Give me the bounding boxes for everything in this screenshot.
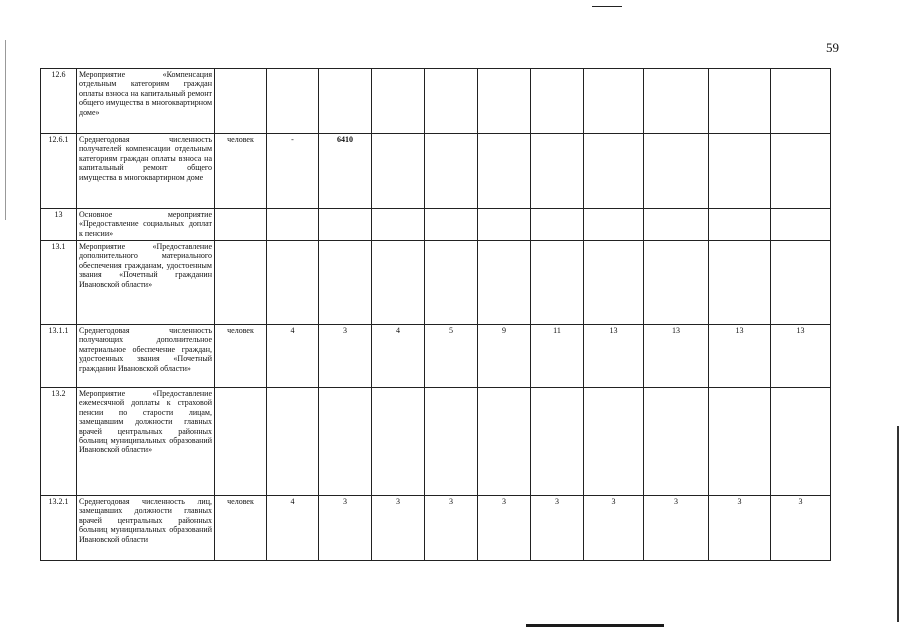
value-cell: 3 — [644, 496, 709, 561]
value-cell: 3 — [319, 496, 372, 561]
value-cell — [709, 69, 771, 134]
value-cell — [644, 241, 709, 325]
row-unit-cell — [215, 209, 267, 241]
value-cell — [267, 209, 319, 241]
row-unit-cell — [215, 241, 267, 325]
row-unit-cell: человек — [215, 325, 267, 388]
value-cell — [531, 241, 584, 325]
value-cell: 3 — [709, 496, 771, 561]
value-cell: 3 — [771, 496, 831, 561]
value-cell — [584, 134, 644, 209]
value-cell — [319, 69, 372, 134]
value-cell — [709, 134, 771, 209]
value-cell — [372, 69, 425, 134]
value-cell — [478, 134, 531, 209]
value-cell: 4 — [372, 325, 425, 388]
value-cell — [531, 388, 584, 496]
value-cell — [644, 69, 709, 134]
value-cell: 9 — [478, 325, 531, 388]
scan-artifact-left — [5, 40, 6, 220]
value-cell — [709, 209, 771, 241]
value-cell — [267, 388, 319, 496]
value-cell — [584, 69, 644, 134]
row-unit-cell — [215, 388, 267, 496]
value-cell — [425, 69, 478, 134]
value-cell: 13 — [771, 325, 831, 388]
value-cell — [372, 388, 425, 496]
row-description-cell: Среднегодовая численность получателей компенсации отдельным категориям граждан оплаты взноса на капитальный ремонт общего имущества в многоквартирном доме — [77, 134, 215, 209]
value-cell: 13 — [584, 325, 644, 388]
scan-artifact-right — [897, 426, 899, 622]
table-row — [41, 496, 831, 561]
table-row — [41, 388, 831, 496]
row-number-cell: 13.2.1 — [41, 496, 77, 561]
value-cell — [425, 241, 478, 325]
value-cell — [584, 388, 644, 496]
row-description-cell: Мероприятие «Предоставление ежемесячной доплаты к страховой пенсии по старости лицам, замещавшим должности главных врачей центральных районных больниц муниципальных образований Ивановской области» — [77, 388, 215, 496]
indicators-table — [40, 68, 831, 561]
value-cell — [584, 209, 644, 241]
value-cell: 4 — [267, 496, 319, 561]
row-number-cell: 13.1.1 — [41, 325, 77, 388]
value-cell: - — [267, 134, 319, 209]
value-cell: 3 — [319, 325, 372, 388]
value-cell — [644, 134, 709, 209]
value-cell — [478, 241, 531, 325]
value-cell — [425, 388, 478, 496]
row-description-cell: Среднегодовая численность лиц, замещавших должности главных врачей центральных районных больниц муниципальных образований Ивановской области — [77, 496, 215, 561]
value-cell — [372, 209, 425, 241]
value-cell — [372, 134, 425, 209]
table-row — [41, 134, 831, 209]
value-cell — [478, 209, 531, 241]
value-cell — [319, 241, 372, 325]
value-cell — [771, 388, 831, 496]
row-number-cell: 13.1 — [41, 241, 77, 325]
value-cell: 13 — [709, 325, 771, 388]
value-cell — [771, 241, 831, 325]
value-cell — [425, 209, 478, 241]
value-cell: 4 — [267, 325, 319, 388]
row-number-cell: 12.6 — [41, 69, 77, 134]
value-cell — [644, 388, 709, 496]
value-cell: 3 — [478, 496, 531, 561]
value-cell: 3 — [584, 496, 644, 561]
value-cell — [372, 241, 425, 325]
row-number-cell: 13.2 — [41, 388, 77, 496]
value-cell — [267, 69, 319, 134]
row-description-cell: Мероприятие «Компенсация отдельным категориям граждан оплаты взноса на капитальный ремонт общего имущества в многоквартирном доме» — [77, 69, 215, 134]
value-cell — [478, 388, 531, 496]
table-row — [41, 209, 831, 241]
row-number-cell: 13 — [41, 209, 77, 241]
value-cell — [478, 69, 531, 134]
scan-artifact-top — [592, 6, 622, 7]
row-description-cell: Среднегодовая численность получающих дополнительное материальное обеспечение граждан, удостоенных звания «Почетный гражданин Ивановской области» — [77, 325, 215, 388]
value-cell: 13 — [644, 325, 709, 388]
value-cell — [531, 69, 584, 134]
value-cell — [771, 69, 831, 134]
table-row — [41, 325, 831, 388]
value-cell — [267, 241, 319, 325]
row-unit-cell: человек — [215, 496, 267, 561]
value-cell — [319, 388, 372, 496]
value-cell — [709, 241, 771, 325]
value-cell: 3 — [425, 496, 478, 561]
page-number: 59 — [826, 40, 839, 55]
value-cell — [771, 134, 831, 209]
value-cell — [425, 134, 478, 209]
value-cell — [531, 134, 584, 209]
value-cell: 11 — [531, 325, 584, 388]
value-cell — [319, 209, 372, 241]
table-row — [41, 69, 831, 134]
row-description-cell: Мероприятие «Предоставление дополнительного материального обеспечения гражданам, удостоенным звания «Почетный гражданин Ивановской области» — [77, 241, 215, 325]
scan-artifact-bottom — [526, 624, 664, 627]
row-unit-cell — [215, 69, 267, 134]
value-cell — [584, 241, 644, 325]
row-unit-cell: человек — [215, 134, 267, 209]
table-row — [41, 241, 831, 325]
value-cell: 6410 — [319, 134, 372, 209]
value-cell: 5 — [425, 325, 478, 388]
value-cell — [531, 209, 584, 241]
row-description-cell: Основное мероприятие «Предоставление социальных доплат к пенсии» — [77, 209, 215, 241]
value-cell — [771, 209, 831, 241]
value-cell — [644, 209, 709, 241]
value-cell: 3 — [531, 496, 584, 561]
row-number-cell: 12.6.1 — [41, 134, 77, 209]
value-cell: 3 — [372, 496, 425, 561]
value-cell — [709, 388, 771, 496]
